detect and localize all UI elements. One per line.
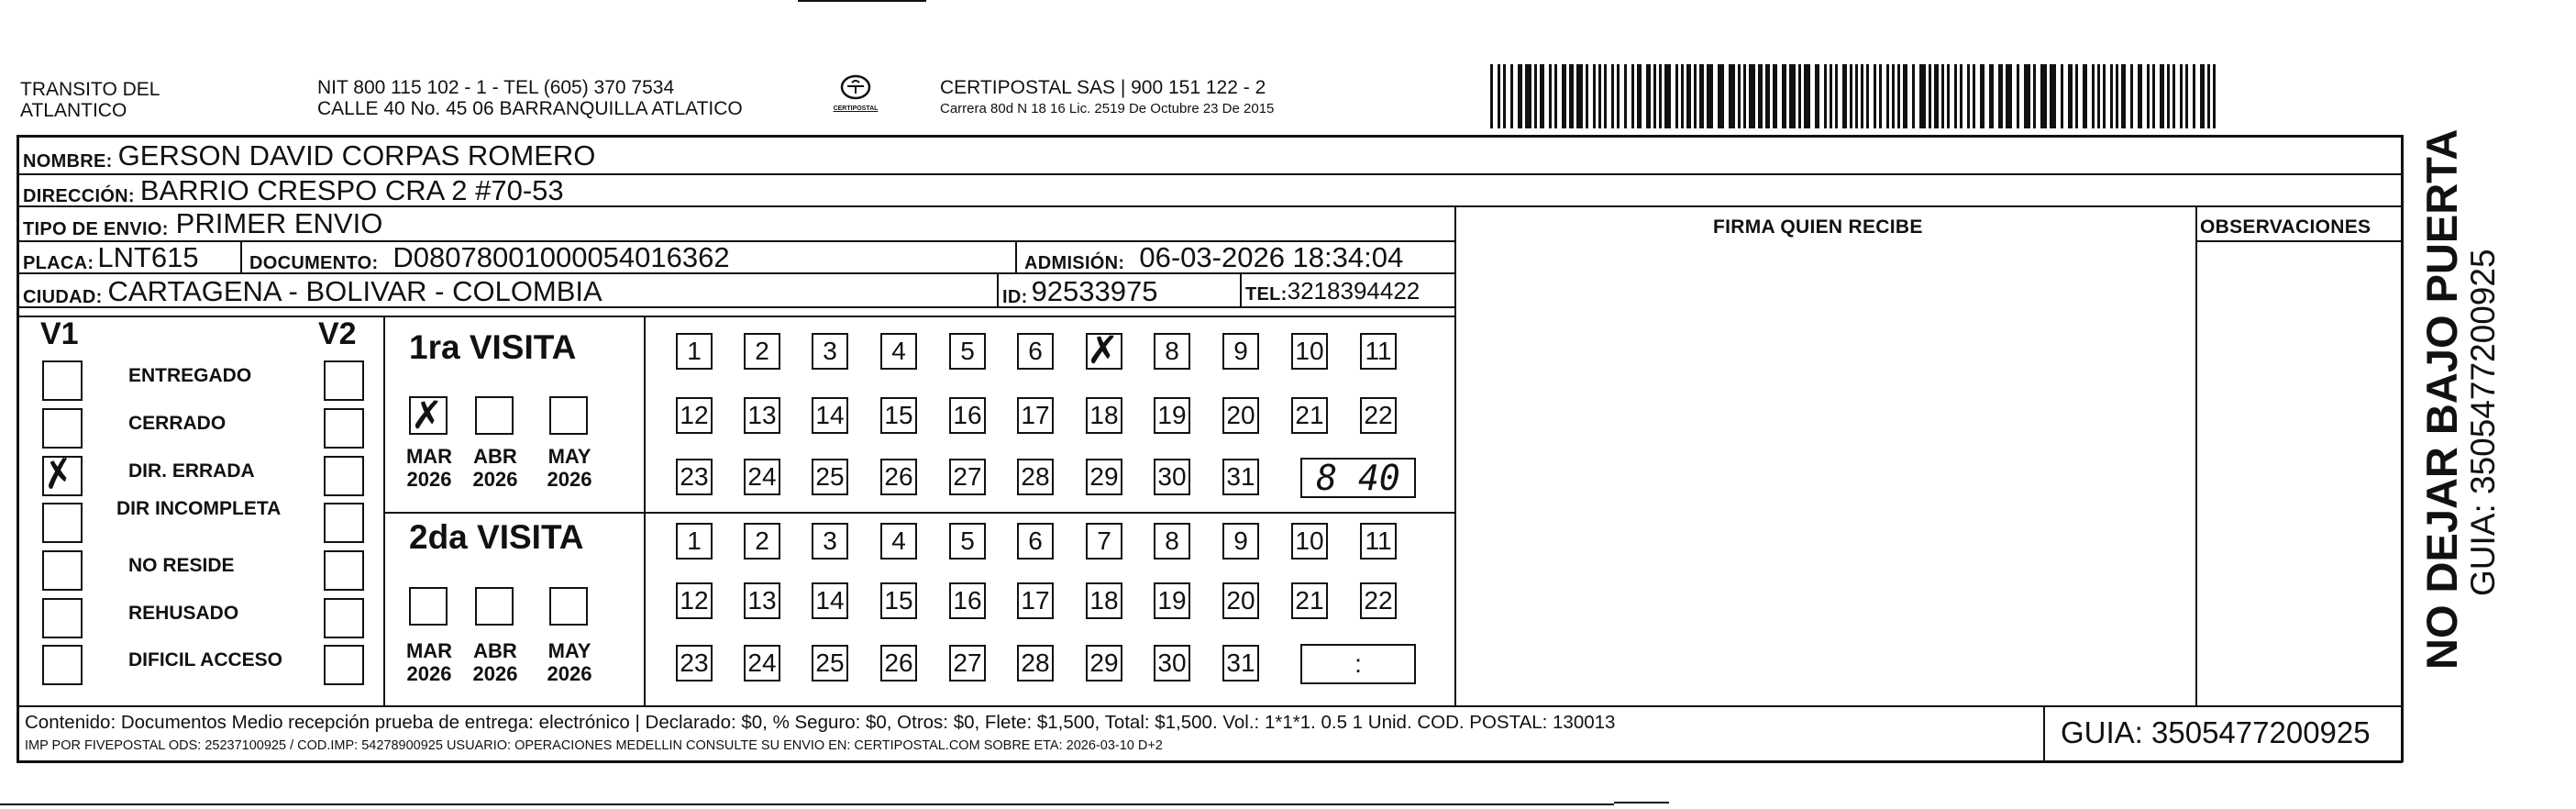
barcode-bar (2160, 64, 2164, 128)
placa-value: LNT615 (97, 241, 199, 273)
barcode-bar (1967, 64, 1970, 128)
ciudad-row (23, 275, 603, 308)
visit-1-day-10[interactable]: 10 (1291, 333, 1328, 370)
visit-2-month-label-0 (402, 639, 457, 685)
v2-label: V2 (318, 316, 357, 351)
sender-line-2: ATLANTICO (20, 100, 127, 121)
v1-check-mark: ✗ (38, 449, 79, 499)
barcode-bar (2180, 64, 2183, 128)
visit-2-day-30[interactable]: 30 (1154, 645, 1190, 682)
visit-2-time-box[interactable]: : (1300, 644, 1416, 684)
visit-2-day-11[interactable]: 11 (1360, 523, 1397, 560)
visit-1-day-1[interactable]: 1 (676, 333, 713, 370)
footer-imp: IMP POR FIVEPOSTAL ODS: 25237100925 / COD.IMP: 54278900925 USUARIO: OPERACIONES MEDELLIN CONSULTE SU ENVIO EN: CERTIPOSTAL.COM SOBRE ETA: 2026-03-10 D+2 (25, 738, 1163, 753)
status-label-2: DIR. ERRADA (128, 460, 255, 482)
admision-value: 06-03-2026 18:34:04 (1139, 241, 1404, 273)
visit-2-day-18[interactable]: 18 (1086, 582, 1122, 619)
tel-label: TEL: (1245, 284, 1288, 305)
observaciones-header: OBSERVACIONES (2200, 216, 2371, 238)
visit-2-day-28[interactable]: 28 (1017, 645, 1054, 682)
visit-2-day-2[interactable]: 2 (744, 523, 780, 560)
barcode-bar (1879, 64, 1882, 128)
visit-1-day-25[interactable]: 25 (812, 459, 848, 495)
barcode-bar (1554, 64, 1557, 128)
barcode-bar (1598, 64, 1601, 128)
id-row (1002, 275, 1158, 308)
barcode-bar (1929, 64, 1931, 128)
visit-1-day-17[interactable]: 17 (1017, 397, 1054, 434)
status-label-1: CERRADO (128, 413, 227, 434)
barcode-bar (1675, 64, 1678, 128)
tipo-label: TIPO DE ENVIO: (23, 219, 169, 239)
barcode-bar (1593, 64, 1596, 128)
visit-1-month-box-2[interactable] (549, 396, 588, 435)
visit-1-title: 1ra VISITA (409, 328, 577, 366)
barcode-bar (1611, 64, 1614, 128)
barcode-bar (2068, 64, 2073, 128)
barcode-bar (1549, 64, 1552, 128)
barcode-bar (2061, 64, 2063, 128)
barcode-bar (1525, 64, 1531, 128)
visit-2-day-13[interactable]: 13 (744, 582, 780, 619)
nombre-row (23, 139, 595, 172)
visit-2-day-25[interactable]: 25 (812, 645, 848, 682)
company-line: CERTIPOSTAL SAS | 900 151 122 - 2 (940, 77, 1266, 98)
documento-row (249, 241, 730, 274)
barcode-bar (1653, 64, 1656, 128)
placa-label: PLACA: (23, 253, 94, 273)
visit-1-day-21[interactable]: 21 (1291, 397, 1328, 434)
direccion-row (23, 174, 564, 207)
visit-1-day-8[interactable]: 8 (1154, 333, 1190, 370)
visit-1-day-19[interactable]: 19 (1154, 397, 1190, 434)
visit-1-day-9[interactable]: 9 (1222, 333, 1259, 370)
barcode-bar (2092, 64, 2095, 128)
v1-checkbox-6[interactable] (42, 645, 83, 685)
status-label-6: DIFICIL ACCESO (128, 649, 283, 670)
barcode-bar (1569, 64, 1574, 128)
visit-1-month-label-0 (402, 445, 457, 491)
barcode-bar (1798, 64, 1801, 128)
visit-2-day-3[interactable]: 3 (812, 523, 848, 560)
barcode-bar (1765, 64, 1770, 128)
month-year: 2026 (406, 662, 452, 685)
v2-checkbox-0[interactable] (324, 360, 364, 401)
barcode-bar (1954, 64, 1957, 128)
documento-label: DOCUMENTO: (249, 253, 379, 273)
certipostal-logo (828, 73, 883, 112)
barcode-bar (2024, 64, 2030, 128)
footer-guia: GUIA: 3505477200925 (2061, 715, 2371, 749)
barcode-bar (1743, 64, 1746, 128)
nombre-label: NOMBRE: (23, 151, 113, 172)
visit-1-day-5[interactable]: 5 (949, 333, 986, 370)
month-year: 2026 (406, 468, 452, 491)
barcode-bar (1518, 64, 1522, 128)
barcode-bar (1897, 64, 1900, 128)
barcode-bar (2050, 64, 2056, 128)
barcode-bar (1934, 64, 1939, 128)
visit-2-day-7[interactable]: 7 (1086, 523, 1122, 560)
barcode-bar (1631, 64, 1634, 128)
month-name: MAR (405, 445, 453, 468)
barcode-bar (1886, 64, 1889, 128)
visit-2-day-15[interactable]: 15 (880, 582, 917, 619)
month-year: 2026 (472, 662, 518, 685)
barcode-bar (1874, 64, 1876, 128)
barcode-bar (1980, 64, 1985, 128)
visit-1-month-label-1 (468, 445, 523, 491)
v1-checkbox-1[interactable] (42, 408, 83, 449)
barcode-bar (2110, 64, 2113, 128)
barcode-bar (1664, 64, 1671, 128)
barcode-bar (1830, 64, 1832, 128)
visit-2-day-24[interactable]: 24 (744, 645, 780, 682)
visit-2-day-31[interactable]: 31 (1222, 645, 1259, 682)
direccion-label: DIRECCIÓN: (23, 186, 135, 206)
barcode-bar (1782, 64, 1786, 128)
barcode-bar (1842, 64, 1847, 128)
barcode-bar (1646, 64, 1651, 128)
visit-2-day-16[interactable]: 16 (949, 582, 986, 619)
barcode-bar (1855, 64, 1858, 128)
barcode-bar (2121, 64, 2126, 128)
barcode-bar (1947, 64, 1950, 128)
visit-1-day-29[interactable]: 29 (1086, 459, 1122, 495)
barcode-bar (1534, 64, 1537, 128)
month-year: 2026 (547, 468, 592, 491)
tel-row (1245, 277, 1420, 305)
barcode-bar (2185, 64, 2188, 128)
visit-1-day-14[interactable]: 14 (812, 397, 848, 434)
visit-2-month-box-0[interactable] (409, 587, 448, 626)
barcode-bar (1718, 64, 1724, 128)
observations-area[interactable] (2200, 244, 2398, 703)
visit-2-day-26[interactable]: 26 (880, 645, 917, 682)
barcode-bar (2147, 64, 2150, 128)
status-label-5: REHUSADO (128, 603, 239, 624)
v2-checkbox-3[interactable] (324, 503, 364, 543)
visit-2-day-22[interactable]: 22 (1360, 582, 1397, 619)
barcode-bar (2006, 64, 2012, 128)
footer-contenido: Contenido: Documentos Medio recepción prueba de entrega: electrónico | Declarado: $0, % Seguro: $0, Otros: $0, Flete: $1,500, Total: $1,500. Vol.: 1*1*1. 0.5 1 Unid. COD. POSTAL: 130013 (25, 712, 1616, 733)
barcode-bar (2207, 64, 2210, 128)
direccion-value: BARRIO CRESPO CRA 2 #70-53 (139, 174, 564, 206)
barcode-bar (1659, 64, 1662, 128)
firma-header: FIRMA QUIEN RECIBE (1713, 216, 1923, 238)
barcode-bar (1892, 64, 1895, 128)
barcode-bar (2103, 64, 2106, 128)
barcode-bar (1998, 64, 2003, 128)
visit-1-day-2[interactable]: 2 (744, 333, 780, 370)
barcode-bar (1903, 64, 1907, 128)
visit-1-month-label-2 (542, 445, 597, 491)
id-value: 92533975 (1031, 275, 1158, 307)
v1-checkbox-5[interactable] (42, 598, 83, 638)
signature-area[interactable] (1460, 275, 2192, 702)
visit-2-month-box-1[interactable] (475, 587, 514, 626)
logo-text: CERTIPOSTAL (833, 105, 879, 112)
day-check-mark: ✗ (1087, 327, 1120, 372)
visit-1-day-13[interactable]: 13 (744, 397, 780, 434)
visit-2-month-label-2 (542, 639, 597, 685)
barcode-bar (1941, 64, 1944, 128)
barcode-bar (1562, 64, 1566, 128)
barcode-bar (1699, 64, 1704, 128)
barcode-bar (1604, 64, 1607, 128)
barcode-bar (1586, 64, 1588, 128)
barcode-bar (1824, 64, 1827, 128)
barcode-bar (2213, 64, 2216, 128)
barcode-bar (1789, 64, 1796, 128)
nit-line: NIT 800 115 102 - 1 - TEL (605) 370 7534 (317, 77, 675, 98)
visit-1-day-12[interactable]: 12 (676, 397, 713, 434)
barcode-bar (1510, 64, 1513, 128)
barcode-bar (1989, 64, 1994, 128)
sender-line-1: TRANSITO DEL (20, 79, 160, 100)
visit-1-day-18[interactable]: 18 (1086, 397, 1122, 434)
tipo-envio-row (23, 207, 382, 240)
visit-1-day-20[interactable]: 20 (1222, 397, 1259, 434)
barcode-bar (2097, 64, 2100, 128)
month-year: 2026 (472, 468, 518, 491)
company-info (940, 77, 1274, 117)
barcode-bar (2033, 64, 2036, 128)
placa-row (23, 241, 199, 274)
side-guia: GUIA: 3505477200925 (2464, 249, 2502, 596)
sender-name (20, 79, 160, 121)
visit-1-time-written[interactable]: 8 40 (1300, 458, 1416, 498)
visit-2-day-21[interactable]: 21 (1291, 582, 1328, 619)
visit-1-day-22[interactable]: 22 (1360, 397, 1397, 434)
barcode-bar (2040, 64, 2047, 128)
month-name: MAY (547, 445, 591, 468)
barcode-bar (2200, 64, 2205, 128)
barcode (1490, 64, 2224, 128)
admision-row (1024, 241, 1403, 274)
visit-2-day-8[interactable]: 8 (1154, 523, 1190, 560)
nombre-value: GERSON DAVID CORPAS ROMERO (117, 139, 596, 172)
visit-2-day-5[interactable]: 5 (949, 523, 986, 560)
barcode-bar (1576, 64, 1583, 128)
month-name: MAR (405, 639, 453, 662)
barcode-bar (2075, 64, 2078, 128)
barcode-bar (1773, 64, 1777, 128)
visit-1-day-16[interactable]: 16 (949, 397, 986, 434)
visit-2-day-20[interactable]: 20 (1222, 582, 1259, 619)
v1-label: V1 (40, 316, 79, 351)
barcode-bar (1861, 64, 1863, 128)
visit-1-day-4[interactable]: 4 (880, 333, 917, 370)
barcode-bar (1490, 64, 1493, 128)
barcode-bar (1540, 64, 1544, 128)
barcode-bar (2083, 64, 2087, 128)
visit-2-day-6[interactable]: 6 (1017, 523, 1054, 560)
visit-1-day-6[interactable]: 6 (1017, 333, 1054, 370)
logo-icon (839, 73, 872, 101)
visit-1-day-23[interactable]: 23 (676, 459, 713, 495)
tipo-value: PRIMER ENVIO (175, 207, 383, 239)
visit-2-day-23[interactable]: 23 (676, 645, 713, 682)
id-label: ID: (1002, 287, 1028, 307)
barcode-bar (1738, 64, 1741, 128)
ciudad-value: CARTAGENA - BOLIVAR - COLOMBIA (107, 275, 603, 307)
month-check-mark: ✗ (411, 393, 444, 438)
visit-2-day-9[interactable]: 9 (1222, 523, 1259, 560)
visit-1-month-box-1[interactable] (475, 396, 514, 435)
month-year: 2026 (547, 662, 592, 685)
barcode-bar (1804, 64, 1810, 128)
visit-1-day-28[interactable]: 28 (1017, 459, 1054, 495)
v2-checkbox-6[interactable] (324, 645, 364, 685)
barcode-bar (1919, 64, 1926, 128)
barcode-bar (1707, 64, 1713, 128)
barcode-bar (1815, 64, 1819, 128)
barcode-bar (2017, 64, 2019, 128)
visit-2-day-29[interactable]: 29 (1086, 645, 1122, 682)
v2-checkbox-2[interactable] (324, 456, 364, 496)
barcode-bar (1960, 64, 1962, 128)
barcode-bar (2172, 64, 2175, 128)
ciudad-label: CIUDAD: (23, 287, 103, 307)
admision-label: ADMISIÓN: (1024, 253, 1125, 273)
month-name: ABR (473, 445, 517, 468)
visit-2-day-10[interactable]: 10 (1291, 523, 1328, 560)
visit-2-day-19[interactable]: 19 (1154, 582, 1190, 619)
v2-checkbox-4[interactable] (324, 550, 364, 591)
v1-checkbox-4[interactable] (42, 550, 83, 591)
visit-1-day-26[interactable]: 26 (880, 459, 917, 495)
status-label-3: DIR INCOMPLETA (116, 498, 282, 519)
v1-checkbox-0[interactable] (42, 360, 83, 401)
visit-1-day-31[interactable]: 31 (1222, 459, 1259, 495)
v1-checkbox-3[interactable] (42, 503, 83, 543)
barcode-bar (2167, 64, 2170, 128)
barcode-bar (1694, 64, 1697, 128)
barcode-bar (1686, 64, 1691, 128)
barcode-bar (1866, 64, 1869, 128)
status-label-0: ENTREGADO (128, 365, 252, 386)
barcode-bar (1681, 64, 1684, 128)
address-line: CALLE 40 No. 45 06 BARRANQUILLA ATLATICO (317, 98, 743, 119)
visit-2-day-12[interactable]: 12 (676, 582, 713, 619)
side-warning: NO DEJAR BAJO PUERTA (2417, 128, 2466, 670)
visit-1-day-11[interactable]: 11 (1360, 333, 1397, 370)
visit-1-day-15[interactable]: 15 (880, 397, 917, 434)
visit-2-month-label-1 (468, 639, 523, 685)
barcode-bar (2116, 64, 2118, 128)
barcode-bar (1637, 64, 1642, 128)
visit-1-day-3[interactable]: 3 (812, 333, 848, 370)
visit-2-day-14[interactable]: 14 (812, 582, 848, 619)
barcode-bar (1835, 64, 1838, 128)
sender-contact (317, 77, 743, 119)
visit-2-title: 2da VISITA (409, 518, 584, 556)
month-name: ABR (473, 639, 517, 662)
v2-checkbox-1[interactable] (324, 408, 364, 449)
barcode-bar (2130, 64, 2133, 128)
barcode-bar (1498, 64, 1500, 128)
barcode-bar (2152, 64, 2155, 128)
visit-1-day-24[interactable]: 24 (744, 459, 780, 495)
barcode-bar (2193, 64, 2195, 128)
visit-2-day-27[interactable]: 27 (949, 645, 986, 682)
visit-2-day-1[interactable]: 1 (676, 523, 713, 560)
documento-value: D08078001000054016362 (392, 241, 730, 273)
visit-1-day-30[interactable]: 30 (1154, 459, 1190, 495)
barcode-bar (1617, 64, 1620, 128)
barcode-bar (1973, 64, 1975, 128)
barcode-bar (1503, 64, 1506, 128)
barcode-bar (1624, 64, 1627, 128)
tel-value: 3218394422 (1287, 277, 1421, 305)
barcode-bar (1729, 64, 1735, 128)
barcode-bar (1758, 64, 1763, 128)
barcode-bar (1749, 64, 1755, 128)
v2-checkbox-5[interactable] (324, 598, 364, 638)
barcode-bar (1912, 64, 1915, 128)
visit-1-day-27[interactable]: 27 (949, 459, 986, 495)
barcode-bar (2138, 64, 2142, 128)
visit-2-month-box-2[interactable] (549, 587, 588, 626)
barcode-bar (1850, 64, 1852, 128)
visit-2-day-17[interactable]: 17 (1017, 582, 1054, 619)
company-address: Carrera 80d N 18 16 Lic. 2519 De Octubre 23 De 2015 (940, 101, 1275, 116)
visit-2-day-4[interactable]: 4 (880, 523, 917, 560)
status-label-4: NO RESIDE (128, 555, 235, 576)
month-name: MAY (547, 639, 591, 662)
